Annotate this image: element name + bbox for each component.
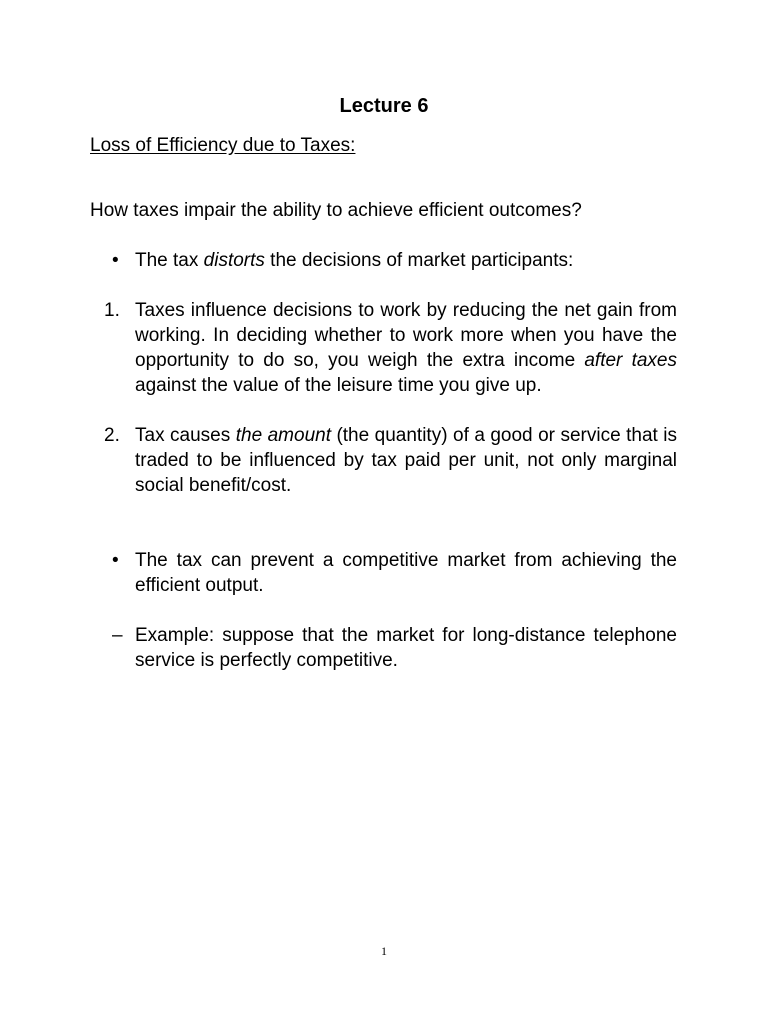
bullet-competitive-market: The tax can prevent a competitive market from achieving the efficient output.	[135, 550, 677, 596]
bullet-text-emphasis: distorts	[203, 250, 265, 271]
list-number-2: 2.	[104, 425, 120, 446]
list-item-2	[135, 423, 677, 498]
item2-text-after: (the quantity) of a good or service that is traded to be influenced by tax paid per unit, not only marginal social benefit/cost.	[135, 425, 677, 496]
item2-emphasis: the amount	[235, 425, 331, 446]
item1-emphasis: after taxes	[584, 350, 677, 371]
list-number-1: 1.	[104, 300, 120, 321]
bullet-marker: •	[112, 250, 119, 271]
item1-text-before: Taxes influence decisions to work by reducing the net gain from working. In deciding whether to work more when you have the opportunity to do so, you weigh the extra income	[135, 300, 677, 371]
list-item-1	[135, 298, 677, 398]
item1-text-after: against the value of the leisure time you give up.	[135, 375, 542, 396]
item2-text-before: Tax causes	[135, 425, 236, 446]
page-title: Lecture 6	[339, 95, 429, 117]
bullet-text-prefix: The tax	[135, 250, 204, 271]
page-number: 1	[381, 944, 387, 958]
bullet-text-suffix: the decisions of market participants:	[264, 250, 574, 271]
bullet-distorts	[135, 248, 677, 273]
dash-example: Example: suppose that the market for long-distance telephone service is perfectly competitive.	[135, 625, 677, 671]
dash-marker: –	[112, 625, 123, 646]
section-heading: Loss of Efficiency due to Taxes:	[90, 135, 356, 156]
bullet-marker: •	[112, 550, 119, 571]
intro-question: How taxes impair the ability to achieve efficient outcomes?	[90, 200, 582, 221]
